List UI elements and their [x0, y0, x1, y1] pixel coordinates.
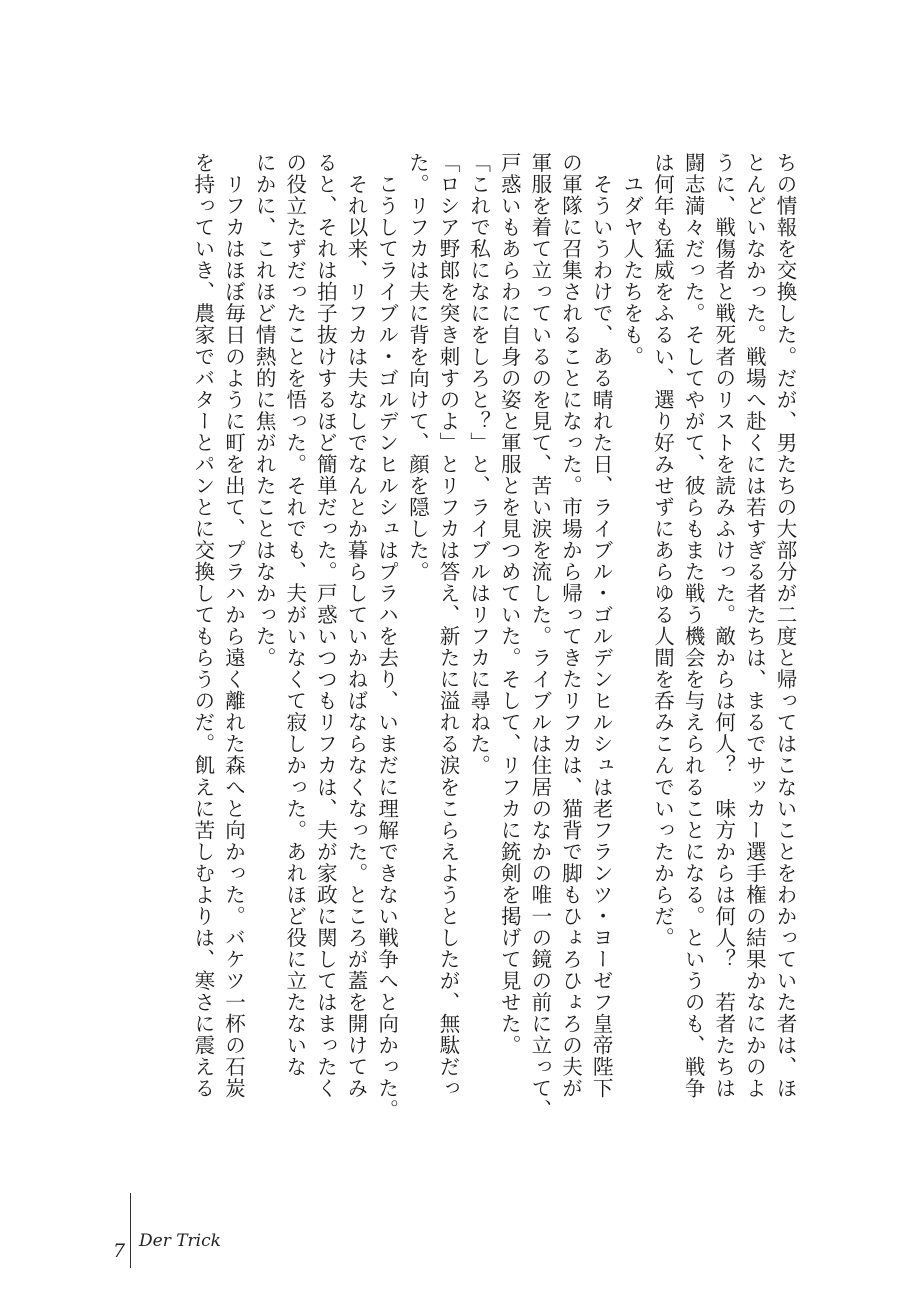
- text-line: を持っていき、農家でバターとパンとに交換してもらうのだ。飢えに苦しむよりは、寒さに震える: [190, 152, 215, 1100]
- text-line: そういうわけで、ある晴れた日、ライブル・ゴルデンヒルシュは老フランツ・ヨーゼフ皇帝陛下: [589, 152, 614, 1100]
- footer-divider: [130, 1193, 131, 1268]
- page-number: 7: [113, 1240, 126, 1262]
- text-line: 「ロシア野郎を突き刺すのよ」とリフカは答え、新たに溢れる涙をこらえようとしたが、無駄だっ: [435, 152, 460, 1100]
- text-line: にかに、これほど情熱的に焦がれたことはなかった。: [252, 152, 277, 669]
- text-line: 闘志満々だった。そしてやがて、彼らもまた戦う機会を与えられることになる。というのも、戦争: [681, 152, 706, 1100]
- running-title: Der Trick: [139, 1231, 221, 1251]
- text-line: ると、それは拍子抜けするほど簡単だった。戸惑いつつもリフカは、夫が家政に関してはまったく: [313, 152, 338, 1100]
- text-line: 「これで私になにをしろと？」と、ライブルはリフカに尋ねた。: [466, 152, 491, 777]
- text-line: の役立たずだったことを悟った。それでも、夫がいなくて寂しかった。あれほど役に立たないな: [282, 152, 307, 1078]
- text-line: ちの情報を交換した。だが、男たちの大部分が二度と帰ってはこないことをわかっていた者は、ほ: [773, 152, 797, 1100]
- text-line: た。リフカは夫に背を向けて、顔を隠した。: [405, 152, 430, 583]
- text-line: それ以来、リフカは夫なしでなんとか暮らしていかねばならなくなった。ところが蓋を開けてみ: [344, 152, 369, 1100]
- text-line: ユダヤ人たちをも。: [619, 152, 644, 368]
- text-line: リフカはほぼ毎日のように町を出て、プラハから遠く離れた森へと向かった。バケツ一杯の石炭: [221, 152, 246, 1100]
- text-line: とんどいなかった。戦場へ赴くには若すぎる者たちは、まるでサッカー選手権の結果かなにかのよ: [742, 152, 767, 1100]
- text-line: 軍服を着て立っているのを見て、苦い涙を流した。ライブルは住居のなかの唯一の鏡の前に立って、: [527, 152, 552, 1121]
- vertical-body-text: [110, 152, 800, 1152]
- text-line: こうしてライブル・ゴルデンヒルシュはプラハを去り、いまだに理解できない戦争へと向かった。: [374, 152, 399, 1121]
- text-line: 戸惑いもあらわに自身の姿と軍服とを見つめていた。そして、リフカに銃剣を掲げて見せた。: [497, 152, 522, 1057]
- text-line: の軍隊に召集されることになった。市場から帰ってきたリフカは、猫背で脚もひょろひょろの夫が: [558, 152, 583, 1100]
- text-line: は何年も猛威をふるい、選り好みせずにあらゆる人間を呑みこんでいったからだ。: [650, 152, 675, 949]
- text-line: うに、戦傷者と戦死者のリストを読みふけった。敵からは何人？ 味方からは何人？ 若者たちは: [711, 152, 736, 1100]
